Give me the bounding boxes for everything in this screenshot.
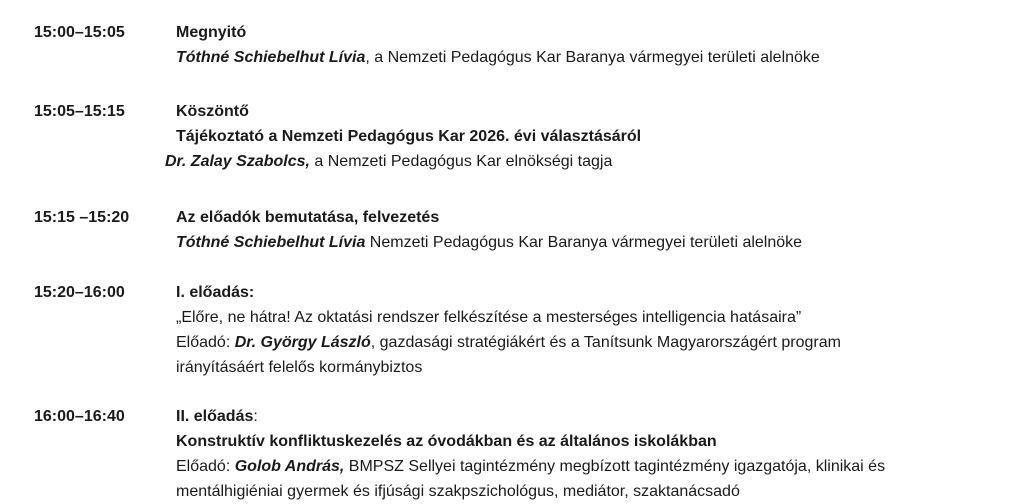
session-title-suffix: : [253,408,258,425]
session-time: 15:20–16:00 [34,284,125,301]
lecture-title: Konstruktív konfliktuskezelés az óvodákban és az általános iskolákban [176,433,717,450]
speaker-role: BMPSZ Sellyei tagintézmény megbízott tagintézmény igazgatója, klinikai és [344,458,886,475]
speaker-line [176,230,996,255]
speaker-name: Dr. György László [234,334,371,351]
session-time: 16:00–16:40 [34,408,125,425]
speaker-role: , gazdasági stratégiákért és a Tanítsunk Magyarországért program [370,334,841,351]
session-title: II. előadás [176,408,254,425]
presenter-line [176,330,996,355]
lecture-title: „Előre, ne hátra! Az oktatási rendszer felkészítése a mesterséges intelligencia hatásaira” [176,309,802,326]
session-subtitle: Tájékoztató a Nemzeti Pedagógus Kar 2026. évi választásáról [176,128,642,145]
presenter-label: Előadó: [176,334,235,351]
session-title: Köszöntő [176,103,249,120]
session-content [165,99,996,174]
speaker-name: Dr. Zalay Szabolcs, [165,153,310,170]
speaker-name: Tóthné Schiebelhut Lívia [176,49,366,66]
session-time: 15:15 –15:20 [34,209,130,226]
session-content [176,404,996,504]
speaker-name: Tóthné Schiebelhut Lívia [176,234,366,251]
presenter-label: Előadó: [176,458,235,475]
session-time: 15:00–15:05 [34,24,125,41]
speaker-line [165,149,996,174]
presenter-line [176,454,996,479]
speaker-role-continued: mentálhigiéniai gyermek és ifjúsági szakpszichológus, mediátor, szaktanácsadó [176,483,740,500]
session-title: Megnyitó [176,24,247,41]
session-time: 15:05–15:15 [34,103,125,120]
session-content [176,280,996,380]
session-content [176,20,996,70]
speaker-role-continued: irányításáért felelős kormánybiztos [176,359,423,376]
session-title-line [176,404,996,429]
speaker-role: Nemzeti Pedagógus Kar Baranya vármegyei területi alelnöke [365,234,803,251]
speaker-role: a Nemzeti Pedagógus Kar elnökségi tagja [309,153,613,170]
speaker-name: Golob András, [234,458,345,475]
speaker-line [176,45,996,70]
session-content [176,205,996,255]
session-title: Az előadók bemutatása, felvezetés [176,209,440,226]
session-title: I. előadás: [176,284,255,301]
speaker-role: , a Nemzeti Pedagógus Kar Baranya vármegyei területi alelnöke [365,49,820,66]
